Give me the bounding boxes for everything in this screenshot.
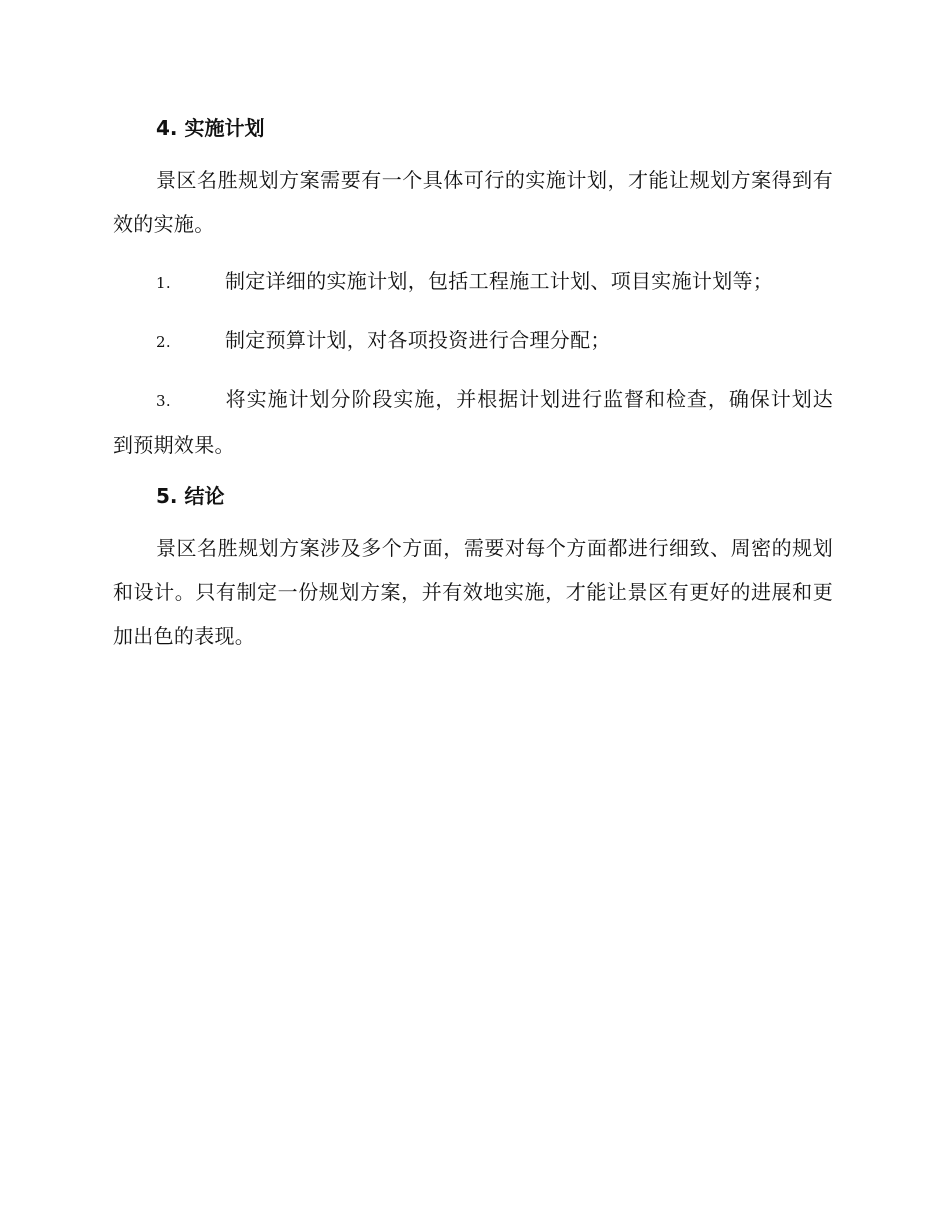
list-item: [113, 318, 833, 364]
spacer: [113, 246, 833, 259]
section-5-body: 景区名胜规划方案涉及多个方面，需要对每个方面都进行细致、周密的规划和设计。只有制定一份规划方案，并有效地实施，才能让景区有更好的进展和更加出色的表现。: [113, 536, 833, 648]
section-4-intro: 景区名胜规划方案需要有一个具体可行的实施计划，才能让规划方案得到有效的实施。: [113, 168, 833, 236]
list-item-number: 2.: [156, 333, 171, 351]
spacer: [113, 144, 833, 158]
list-item-text: 制定详细的实施计划，包括工程施工计划、项目实施计划等；: [225, 269, 774, 293]
section-4-heading: 4. 实施计划: [156, 116, 265, 140]
list-item-number: 1.: [156, 274, 171, 292]
document-content: [113, 112, 833, 658]
spacer: [113, 364, 833, 377]
spacer: [113, 467, 833, 480]
list-item: [113, 259, 833, 305]
list-item: [113, 377, 833, 467]
section-5-heading: 5. 结论: [156, 484, 225, 508]
spacer: [113, 305, 833, 318]
spacer: [113, 512, 833, 526]
list-item-text: 将实施计划分阶段实施，并根据计划进行监督和检查，确保计划达到预期效果。: [113, 387, 833, 457]
list-item-number: 3.: [156, 392, 171, 410]
list-item-text: 制定预算计划，对各项投资进行合理分配；: [225, 328, 611, 352]
